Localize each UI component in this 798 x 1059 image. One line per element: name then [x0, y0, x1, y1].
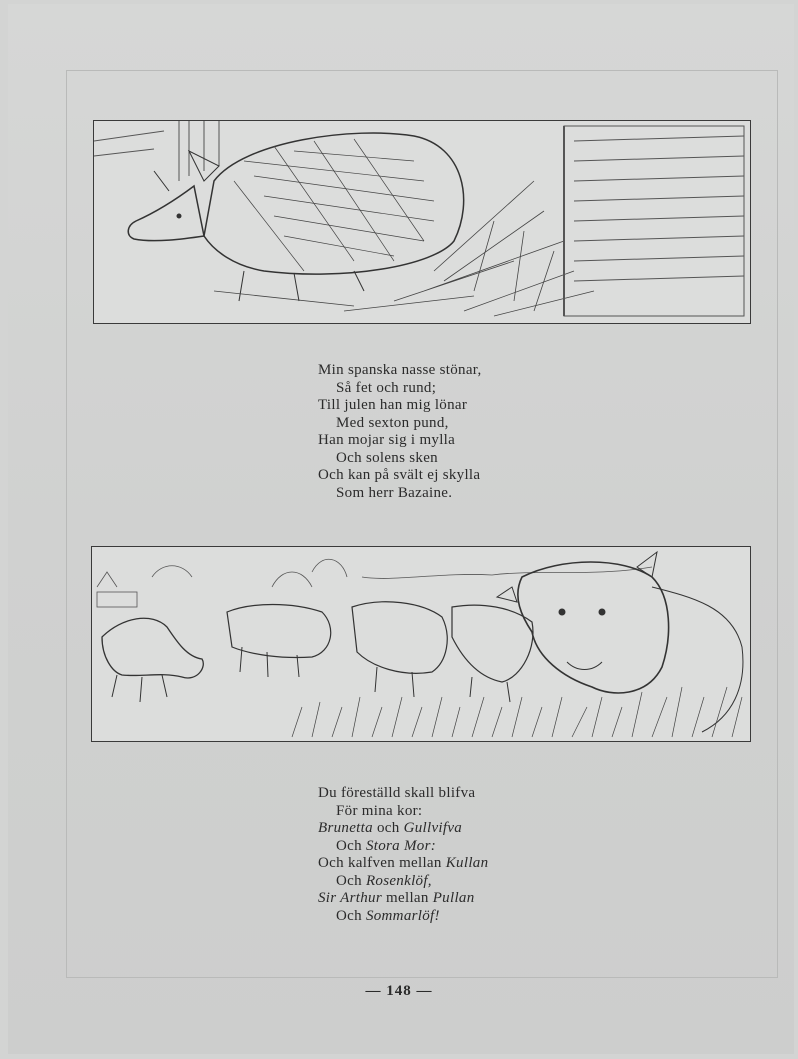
poem-word: Och	[336, 872, 366, 889]
poem-line: För mina kor:	[336, 802, 423, 819]
page-number: — 148 —	[365, 983, 433, 999]
poem-line: Han mojar sig i mylla	[318, 432, 456, 448]
poem-line	[318, 873, 488, 891]
poem-line: Du föreställd skall blifva	[318, 785, 476, 801]
poem-line: Så fet och rund;	[336, 379, 437, 396]
poem-line	[318, 890, 488, 908]
cow-name: Kullan	[445, 855, 489, 871]
poem-line: Min spanska nasse stönar,	[318, 362, 482, 378]
poem-word: mellan	[382, 890, 433, 906]
poem-line: Och solens sken	[336, 449, 438, 466]
poem-line: Och kan på svält ej skylla	[318, 467, 481, 483]
cow-name: Sommarlöf!	[365, 907, 440, 924]
pig-poem	[318, 362, 482, 502]
cow-name: Pullan	[432, 890, 475, 906]
cow-name: Gullvifva	[403, 820, 463, 836]
poem-word: och	[372, 820, 404, 836]
poem-word: Och	[336, 907, 366, 924]
cows-illustration	[91, 546, 751, 742]
poem-line: Till julen han mig lönar	[318, 397, 468, 413]
cow-name: Sir Arthur	[318, 890, 382, 906]
poem-line	[318, 820, 488, 838]
cows-poem	[318, 785, 488, 925]
poem-word: Och kalfven mellan	[318, 855, 446, 871]
cow-name: Brunetta	[318, 820, 373, 836]
poem-line	[318, 908, 488, 926]
poem-line: Med sexton pund,	[336, 414, 449, 431]
poem-line: Som herr Bazaine.	[336, 484, 453, 501]
poem-line	[318, 838, 488, 856]
poem-line	[318, 855, 488, 873]
cow-name: Stora Mor:	[365, 837, 437, 854]
poem-word: Och	[336, 837, 366, 854]
pig-illustration	[93, 120, 751, 324]
cow-name: Rosenklöf,	[365, 872, 432, 889]
